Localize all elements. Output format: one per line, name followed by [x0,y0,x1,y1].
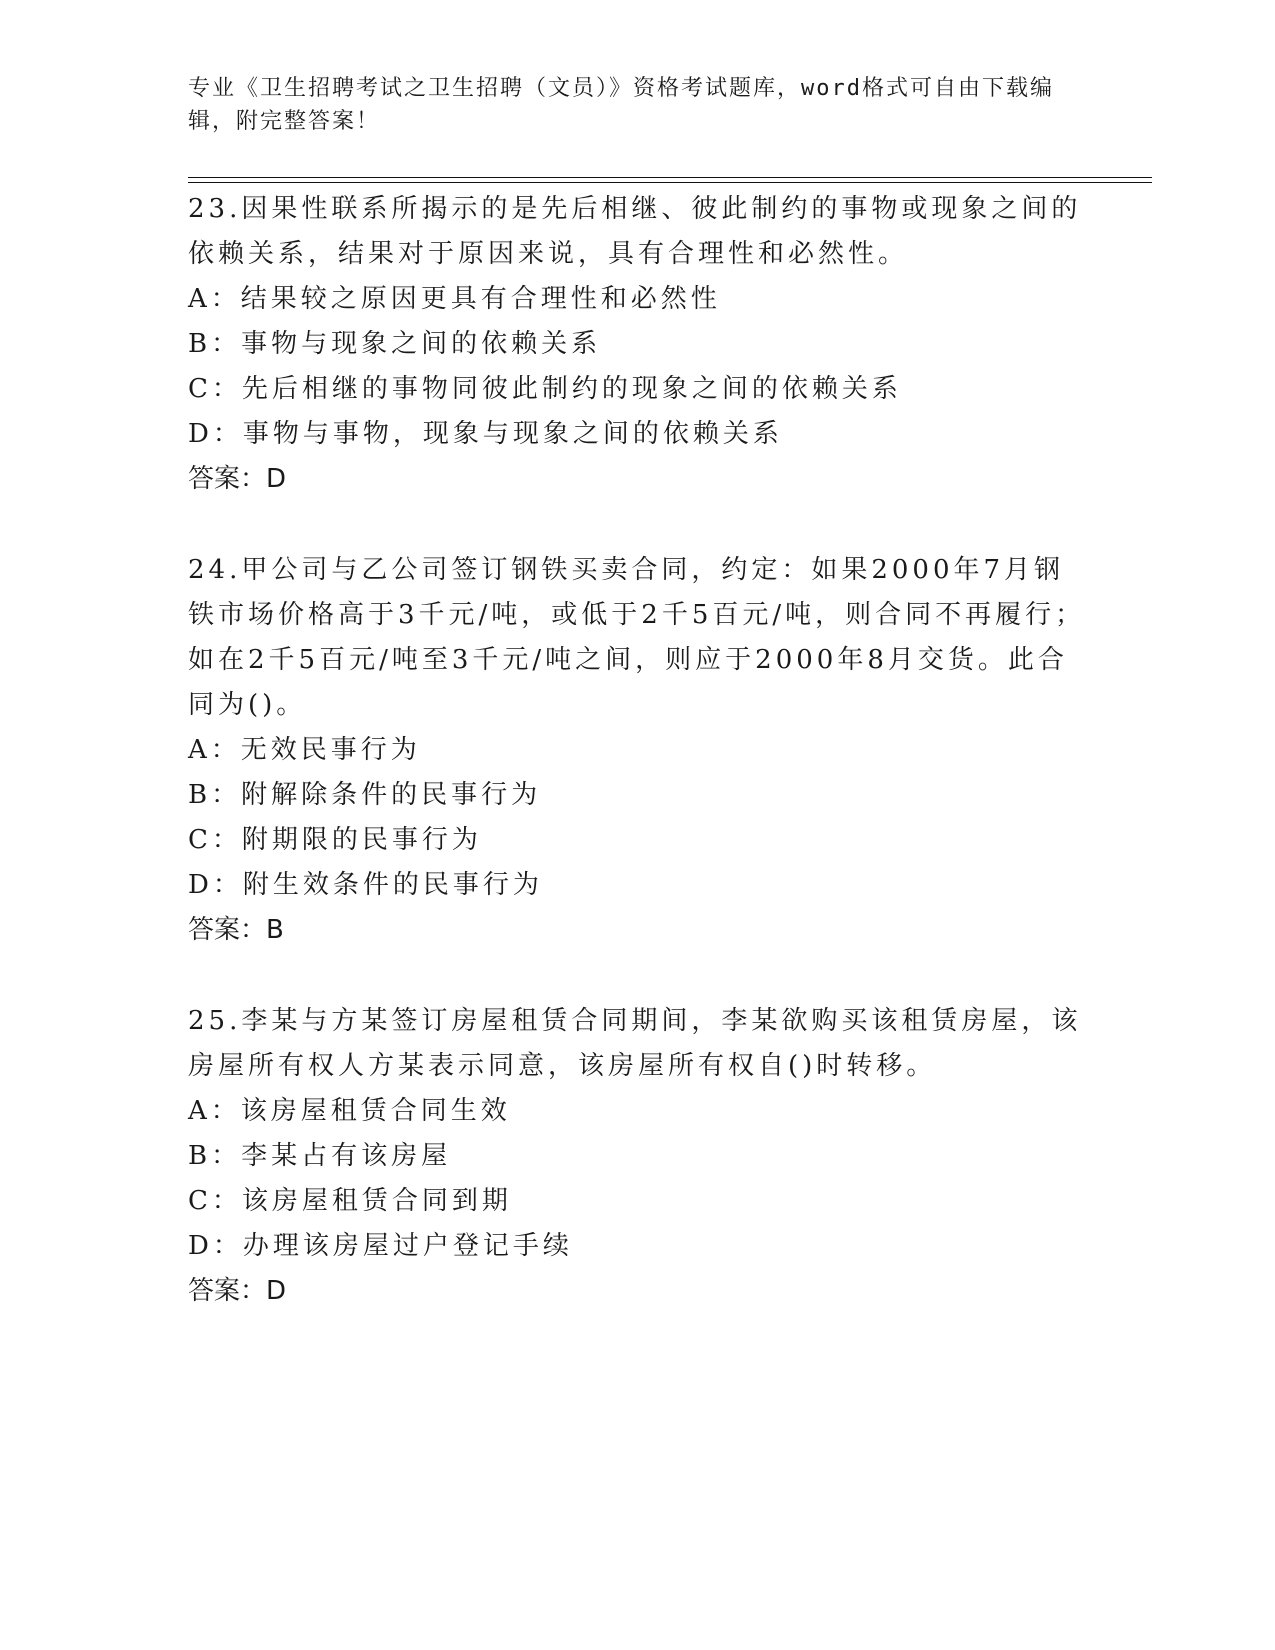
option-d: D：事物与事物，现象与现象之间的依赖关系 [188,419,783,449]
option-d: D：办理该房屋过户登记手续 [188,1231,573,1261]
question-24 [188,548,1088,953]
option-a: A：该房屋租赁合同生效 [188,1096,511,1126]
header-rule-bottom [188,182,1152,183]
option-c: C：先后相继的事物同彼此制约的现象之间的依赖关系 [188,374,902,404]
question-stem: 25.李某与方某签订房屋租赁合同期间，李某欲购买该租赁房屋，该房屋所有权人方某表示同意，该房屋所有权自()时转移。 [188,1006,1082,1081]
option-b: B：附解除条件的民事行为 [188,780,542,810]
option-d: D：附生效条件的民事行为 [188,870,543,900]
option-b: B：事物与现象之间的依赖关系 [188,329,602,359]
answer: 答案：B [188,915,284,945]
document-header: 专业《卫生招聘考试之卫生招聘（文员）》资格考试题库，word格式可自由下载编辑，附完整答案！ [188,76,1054,134]
question-23 [188,187,1088,502]
question-stem: 23.因果性联系所揭示的是先后相继、彼此制约的事物或现象之间的依赖关系，结果对于原因来说，具有合理性和必然性。 [188,194,1082,269]
option-a: A：无效民事行为 [188,735,421,765]
question-list [188,187,1088,1360]
option-c: C：附期限的民事行为 [188,825,482,855]
option-b: B：李某占有该房屋 [188,1141,452,1171]
question-25 [188,999,1088,1314]
option-a: A：结果较之原因更具有合理性和必然性 [188,284,721,314]
answer: 答案：D [188,1276,287,1306]
question-stem: 24.甲公司与乙公司签订钢铁买卖合同，约定：如果2000年7月钢铁市场价格高于3千元/吨，或低于2千5百元/吨，则合同不再履行；如在2千5百元/吨至3千元/吨之间，则应于2000年8月交货。此合同为()。 [188,555,1086,720]
answer: 答案：D [188,464,287,494]
header-rule-top [188,177,1152,178]
option-c: C：该房屋租赁合同到期 [188,1186,512,1216]
